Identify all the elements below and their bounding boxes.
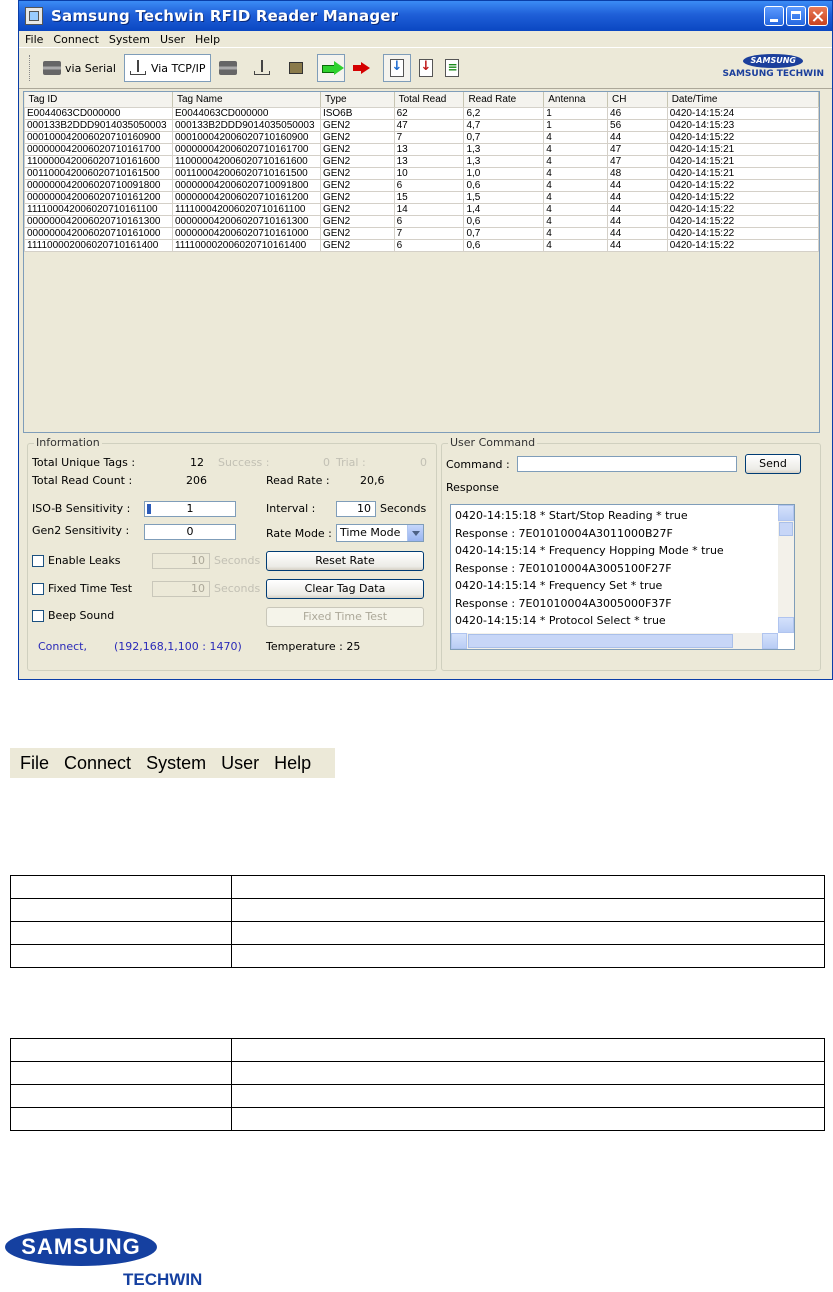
reader-settings-icon — [287, 59, 305, 77]
table-cell: 44 — [608, 204, 668, 216]
table-row[interactable] — [25, 108, 819, 120]
chevron-down-icon — [407, 525, 423, 541]
serial-port-icon — [43, 61, 61, 75]
table-cell: 110000042006020710161600 — [172, 156, 320, 168]
start-reading-button[interactable] — [317, 54, 345, 82]
samsung-logo: SAMSUNG SAMSUNG TECHWIN — [722, 56, 824, 79]
table-row[interactable] — [25, 192, 819, 204]
table-cell: 0420-14:15:21 — [667, 144, 818, 156]
table-cell: 0420-14:15:23 — [667, 120, 818, 132]
table-cell: 000100042006020710160900 — [25, 132, 173, 144]
temperature-readout: Temperature : 25 — [266, 640, 361, 653]
horizontal-scroll-thumb[interactable] — [468, 634, 733, 648]
column-header[interactable]: CH — [608, 92, 668, 108]
column-header[interactable]: Date/Time — [667, 92, 818, 108]
fixed-time-test-button: Fixed Time Test — [266, 607, 424, 627]
table-cell: 111100042006020710161100 — [172, 204, 320, 216]
success-value: 0 — [323, 456, 330, 469]
table-cell: E0044063CD000000 — [25, 108, 173, 120]
table-cell: 0420-14:15:22 — [667, 228, 818, 240]
fixed-unit: Seconds — [214, 582, 261, 595]
scroll-right-button[interactable] — [762, 633, 778, 649]
document-download-icon — [390, 59, 404, 77]
table-cell: GEN2 — [320, 132, 394, 144]
table-cell: 111100002006020710161400 — [25, 240, 173, 252]
samsung-techwin-logo: SAMSUNG TECHWIN — [5, 1228, 157, 1266]
table-cell: 56 — [608, 120, 668, 132]
closeup-menu-help[interactable]: Help — [274, 752, 312, 773]
download-button[interactable] — [383, 54, 411, 82]
isob-sensitivity-input[interactable]: 1 — [144, 501, 236, 517]
response-lines — [455, 507, 776, 647]
table-cell: 4 — [544, 228, 608, 240]
trial-value: 0 — [420, 456, 427, 469]
green-arrow-icon — [322, 61, 336, 75]
table-cell: 000000042006020710161700 — [25, 144, 173, 156]
table-row[interactable] — [25, 240, 819, 252]
connection-address: (192,168,1,100 : 1470) — [114, 640, 242, 653]
table-cell: 46 — [608, 108, 668, 120]
table-cell: 1,4 — [464, 204, 544, 216]
closeup-menu-system[interactable]: System — [146, 752, 207, 773]
connect-serial-button[interactable] — [39, 54, 120, 82]
window-title: Samsung Techwin RFID Reader Manager — [51, 7, 399, 25]
table-cell: 000000042006020710091800 — [25, 180, 173, 192]
horizontal-scrollbar[interactable] — [451, 633, 778, 649]
table-cell: 13 — [394, 144, 464, 156]
table-row[interactable] — [25, 144, 819, 156]
table-cell: 1,3 — [464, 144, 544, 156]
table-row[interactable] — [25, 156, 819, 168]
table-cell: 15 — [394, 192, 464, 204]
read-count-value: 206 — [186, 474, 207, 487]
toolbar — [19, 47, 832, 89]
table-cell: 000133B2DDD9014035050003 — [172, 120, 320, 132]
column-header[interactable]: Type — [320, 92, 394, 108]
table-cell: 110000042006020710161600 — [25, 156, 173, 168]
table-cell: 62 — [394, 108, 464, 120]
tag-grid[interactable] — [23, 91, 820, 433]
table-cell: 000000042006020710161700 — [172, 144, 320, 156]
table-cell: 44 — [608, 240, 668, 252]
scroll-down-button[interactable] — [778, 617, 794, 633]
interval-input[interactable]: 10 — [336, 501, 376, 517]
maximize-button[interactable] — [786, 6, 806, 26]
table-cell: GEN2 — [320, 204, 394, 216]
menu-bar — [19, 31, 832, 47]
export-button[interactable] — [441, 54, 463, 82]
gen2-sensitivity-input[interactable]: 0 — [144, 524, 236, 540]
table-cell: 000000042006020710161200 — [172, 192, 320, 204]
read-count-label: Total Read Count : — [32, 474, 133, 487]
table-cell: 4,7 — [464, 120, 544, 132]
table-cell: 4 — [544, 156, 608, 168]
table-cell: 47 — [608, 156, 668, 168]
column-header[interactable]: Tag Name — [172, 92, 320, 108]
blank-table-2 — [10, 1038, 825, 1131]
table-cell: 44 — [608, 228, 668, 240]
table-cell: 4 — [544, 180, 608, 192]
tag-table — [24, 92, 819, 252]
table-cell: 1,5 — [464, 192, 544, 204]
table-cell: 0420-14:15:21 — [667, 168, 818, 180]
interval-label: Interval : — [266, 502, 316, 515]
table-cell: 000000042006020710161200 — [25, 192, 173, 204]
table-cell: 001100042006020710161500 — [172, 168, 320, 180]
disconnect-tcp-button[interactable] — [249, 54, 279, 82]
table-cell: 14 — [394, 204, 464, 216]
table-cell: 0,7 — [464, 132, 544, 144]
upload-button[interactable] — [415, 54, 437, 82]
read-rate-value: 20,6 — [360, 474, 385, 487]
column-header[interactable]: Antenna — [544, 92, 608, 108]
table-cell: 000000042006020710161000 — [25, 228, 173, 240]
closeup-menu-user[interactable]: User — [221, 752, 260, 773]
response-label: Response — [446, 481, 499, 494]
table-cell: 0420-14:15:24 — [667, 108, 818, 120]
information-title: Information — [36, 436, 100, 449]
table-cell: 0420-14:15:21 — [667, 156, 818, 168]
table-cell: 4 — [544, 144, 608, 156]
table-cell: 0,6 — [464, 240, 544, 252]
red-arrow-icon — [353, 62, 371, 74]
table-cell: 0420-14:15:22 — [667, 180, 818, 192]
table-cell: 4 — [544, 132, 608, 144]
table-cell: 4 — [544, 192, 608, 204]
command-input[interactable] — [517, 456, 737, 472]
column-header[interactable]: Read Rate — [464, 92, 544, 108]
unique-tags-value: 12 — [190, 456, 204, 469]
table-cell: 0420-14:15:22 — [667, 240, 818, 252]
table-cell: 0420-14:15:22 — [667, 192, 818, 204]
read-rate-label: Read Rate : — [266, 474, 330, 487]
network-icon — [129, 59, 147, 77]
response-line: Response : 7E01010004A3011000B27F — [455, 526, 673, 540]
table-cell: GEN2 — [320, 120, 394, 132]
isob-sensitivity-label: ISO-B Sensitivity : — [32, 502, 131, 515]
table-cell: 44 — [608, 192, 668, 204]
table-cell: 0420-14:15:22 — [667, 204, 818, 216]
enable-leaks-checkbox[interactable] — [32, 555, 44, 567]
gen2-sensitivity-label: Gen2 Sensitivity : — [32, 524, 130, 537]
connection-status: Connect, — [38, 640, 87, 653]
leaks-unit: Seconds — [214, 554, 261, 567]
connect-tcp-button[interactable] — [124, 54, 211, 82]
information-panel — [27, 436, 437, 671]
success-label: Success : — [218, 456, 270, 469]
rate-mode-label: Rate Mode : — [266, 527, 332, 540]
menu-bar-closeup — [10, 748, 335, 778]
toolbar-grip[interactable] — [29, 55, 33, 81]
menu-connect[interactable]: Connect — [53, 32, 99, 46]
table-cell: 1,0 — [464, 168, 544, 180]
table-cell: 44 — [608, 180, 668, 192]
table-cell: 7 — [394, 228, 464, 240]
response-line: 0420-14:15:14 * Frequency Set * true — [455, 579, 663, 592]
serial-disconnect-icon — [219, 61, 237, 75]
table-cell: 1,3 — [464, 156, 544, 168]
vertical-scroll-thumb[interactable] — [779, 522, 793, 536]
table-cell: 4 — [544, 216, 608, 228]
table-cell: 4 — [544, 240, 608, 252]
command-label: Command : — [446, 458, 510, 471]
table-cell: GEN2 — [320, 216, 394, 228]
table-cell: 48 — [608, 168, 668, 180]
table-cell: GEN2 — [320, 156, 394, 168]
reset-rate-button[interactable]: Reset Rate — [266, 551, 424, 571]
enable-leaks-label: Enable Leaks — [48, 554, 121, 567]
send-button[interactable]: Send — [745, 454, 801, 474]
table-cell: 000000042006020710161300 — [25, 216, 173, 228]
table-cell: 6,2 — [464, 108, 544, 120]
table-row[interactable] — [25, 180, 819, 192]
table-row[interactable] — [25, 132, 819, 144]
response-line: 0420-14:15:18 * Start/Stop Reading * true — [455, 509, 688, 522]
table-row[interactable] — [25, 204, 819, 216]
title-bar[interactable] — [19, 1, 832, 31]
clear-tag-data-button[interactable]: Clear Tag Data — [266, 579, 424, 599]
table-cell: 1 — [544, 120, 608, 132]
table-cell: GEN2 — [320, 240, 394, 252]
response-line: Response : 7E01010004A3005000F37F — [455, 596, 672, 610]
table-cell: GEN2 — [320, 144, 394, 156]
fixed-time-checkbox[interactable] — [32, 583, 44, 595]
close-button[interactable] — [808, 6, 828, 26]
table-cell: 44 — [608, 132, 668, 144]
user-command-panel — [441, 436, 821, 671]
table-cell: 111100002006020710161400 — [172, 240, 320, 252]
table-cell: 000000042006020710161300 — [172, 216, 320, 228]
table-cell: 4 — [544, 204, 608, 216]
table-row[interactable] — [25, 228, 819, 240]
table-cell: 0,6 — [464, 216, 544, 228]
app-window — [18, 0, 833, 680]
closeup-menu-connect[interactable]: Connect — [64, 752, 132, 773]
table-cell: 4 — [544, 168, 608, 180]
minimize-button[interactable] — [764, 6, 784, 26]
beep-sound-label: Beep Sound — [48, 609, 115, 622]
user-command-title: User Command — [450, 436, 536, 449]
table-cell: 47 — [394, 120, 464, 132]
app-icon — [25, 7, 43, 25]
table-cell: 0420-14:15:22 — [667, 216, 818, 228]
table-cell: 001100042006020710161500 — [25, 168, 173, 180]
vertical-scrollbar[interactable] — [778, 505, 794, 633]
table-cell: 000133B2DDD9014035050003 — [25, 120, 173, 132]
menu-user[interactable]: User — [159, 32, 186, 46]
table-cell: 6 — [394, 216, 464, 228]
table-cell: 44 — [608, 216, 668, 228]
response-line: 0420-14:15:14 * Protocol Select * true — [455, 614, 666, 627]
table-cell: E0044063CD000000 — [172, 108, 320, 120]
response-line: 0420-14:15:14 * Frequency Hopping Mode * true — [455, 544, 724, 557]
disconnect-serial-button[interactable] — [215, 54, 245, 82]
table-cell: 13 — [394, 156, 464, 168]
blank-table-1 — [10, 875, 825, 968]
table-cell: 000100042006020710160900 — [172, 132, 320, 144]
fixed-time-label: Fixed Time Test — [48, 582, 133, 595]
unique-tags-label: Total Unique Tags : — [32, 456, 136, 469]
table-cell: GEN2 — [320, 228, 394, 240]
document-export-icon — [445, 59, 459, 77]
table-cell: 7 — [394, 132, 464, 144]
isob-slider-fill — [147, 504, 151, 514]
interval-unit: Seconds — [380, 502, 427, 515]
document-red-icon — [419, 59, 433, 77]
scroll-up-button[interactable] — [778, 505, 794, 521]
table-cell: GEN2 — [320, 180, 394, 192]
beep-sound-checkbox[interactable] — [32, 610, 44, 622]
menu-help[interactable]: Help — [195, 32, 221, 46]
menu-system[interactable]: System — [108, 32, 150, 46]
table-row[interactable] — [25, 120, 819, 132]
table-cell: 111100042006020710161100 — [25, 204, 173, 216]
table-cell: 47 — [608, 144, 668, 156]
rate-mode-select[interactable]: Time Mode — [336, 524, 424, 542]
table-cell: GEN2 — [320, 168, 394, 180]
column-header[interactable]: Tag ID — [25, 92, 173, 108]
table-cell: 0,7 — [464, 228, 544, 240]
leaks-seconds-input: 10 — [152, 553, 210, 569]
table-cell: 0,6 — [464, 180, 544, 192]
table-cell: 000000042006020710161000 — [172, 228, 320, 240]
table-cell: 1 — [544, 108, 608, 120]
settings-button[interactable] — [283, 54, 313, 82]
table-cell: 6 — [394, 180, 464, 192]
table-row[interactable] — [25, 168, 819, 180]
menu-file[interactable]: File — [25, 32, 44, 46]
fixed-seconds-input: 10 — [152, 581, 210, 597]
table-cell: 000000042006020710091800 — [172, 180, 320, 192]
table-cell: 10 — [394, 168, 464, 180]
response-log[interactable] — [450, 504, 795, 650]
table-cell: 0420-14:15:22 — [667, 132, 818, 144]
trial-label: Trial : — [336, 456, 366, 469]
network-disconnect-icon — [253, 59, 271, 77]
tcp-label: Via TCP/IP — [150, 61, 206, 75]
scroll-left-button[interactable] — [451, 633, 467, 649]
serial-label: via Serial — [65, 61, 116, 75]
table-cell: 6 — [394, 240, 464, 252]
response-line: Response : 7E01010004A3005100F27F — [455, 561, 672, 575]
table-cell: GEN2 — [320, 192, 394, 204]
closeup-menu-file[interactable]: File — [20, 752, 50, 773]
table-cell: ISO6B — [320, 108, 394, 120]
table-row[interactable] — [25, 216, 819, 228]
column-header[interactable]: Total Read — [394, 92, 464, 108]
stop-reading-button[interactable] — [349, 54, 379, 82]
